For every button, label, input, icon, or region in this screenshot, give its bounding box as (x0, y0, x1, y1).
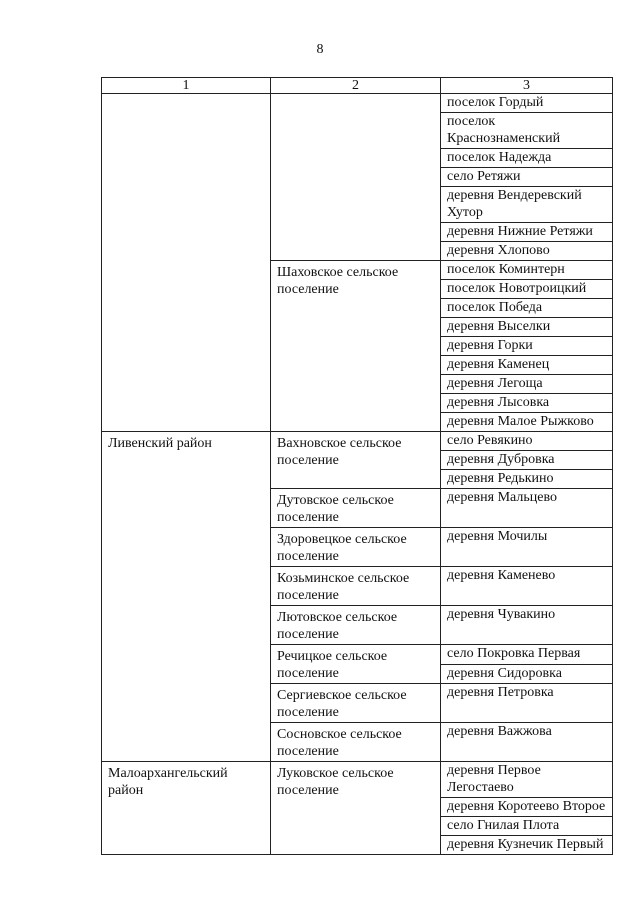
settlement-cell: Вахновское сельское поселение (271, 432, 441, 489)
locality-cell: поселок Новотроицкий (441, 280, 613, 299)
locality-cell: деревня Чувакино (441, 606, 613, 645)
table-row (102, 432, 613, 451)
column-header: 1 (102, 78, 271, 94)
district-cell: Малоархангельский район (102, 762, 271, 855)
locality-cell: деревня Кузнечик Первый (441, 836, 613, 855)
settlement-cell: Здоровецкое сельское поселение (271, 528, 441, 567)
column-header: 2 (271, 78, 441, 94)
locality-cell: деревня Горки (441, 337, 613, 356)
settlement-cell: Речицкое сельское поселение (271, 645, 441, 684)
locality-cell: село Ретяжи (441, 168, 613, 187)
table-row (102, 762, 613, 798)
settlement-cell: Дутовское сельское поселение (271, 489, 441, 528)
locality-cell: деревня Выселки (441, 318, 613, 337)
settlement-cell: Луковское сельское поселение (271, 762, 441, 855)
locality-cell: село Ревякино (441, 432, 613, 451)
locality-cell: поселок Коминтерн (441, 261, 613, 280)
locality-cell: деревня Нижние Ретяжи (441, 223, 613, 242)
locality-cell: поселок Надежда (441, 149, 613, 168)
locality-cell: поселок Краснознаменский (441, 113, 613, 149)
locality-cell: деревня Дубровка (441, 451, 613, 470)
locality-cell: деревня Первое Легостаево (441, 762, 613, 798)
settlement-cell: Сергиевское сельское поселение (271, 684, 441, 723)
locality-cell: деревня Каменец (441, 356, 613, 375)
locality-cell: деревня Лысовка (441, 394, 613, 413)
locality-cell: село Гнилая Плота (441, 817, 613, 836)
locality-cell: деревня Коротеево Второе (441, 798, 613, 817)
district-cell (102, 94, 271, 432)
locality-cell: деревня Хлопово (441, 242, 613, 261)
locality-cell: деревня Легоща (441, 375, 613, 394)
settlement-cell: Сосновское сельское поселение (271, 723, 441, 762)
locality-cell: деревня Сидоровка (441, 664, 613, 684)
column-header: 3 (441, 78, 613, 94)
locality-cell: деревня Важжова (441, 723, 613, 762)
locality-cell: деревня Петровка (441, 684, 613, 723)
locality-cell: поселок Гордый (441, 94, 613, 113)
settlement-cell: Лютовское сельское поселение (271, 606, 441, 645)
settlement-cell: Козьминское сельское поселение (271, 567, 441, 606)
locality-cell: деревня Редькино (441, 470, 613, 489)
settlement-cell: Шаховское сельское поселение (271, 261, 441, 432)
settlements-table (101, 77, 613, 855)
page-number: 8 (316, 42, 324, 57)
district-cell: Ливенский район (102, 432, 271, 762)
locality-cell: поселок Победа (441, 299, 613, 318)
locality-cell: деревня Мальцево (441, 489, 613, 528)
locality-cell: деревня Каменево (441, 567, 613, 606)
locality-cell: деревня Вендеревский Хутор (441, 187, 613, 223)
settlement-cell (271, 94, 441, 261)
locality-cell: село Покровка Первая (441, 645, 613, 665)
table-header-row (102, 78, 613, 94)
table-row (102, 94, 613, 113)
locality-cell: деревня Малое Рыжково (441, 413, 613, 432)
locality-cell: деревня Мочилы (441, 528, 613, 567)
